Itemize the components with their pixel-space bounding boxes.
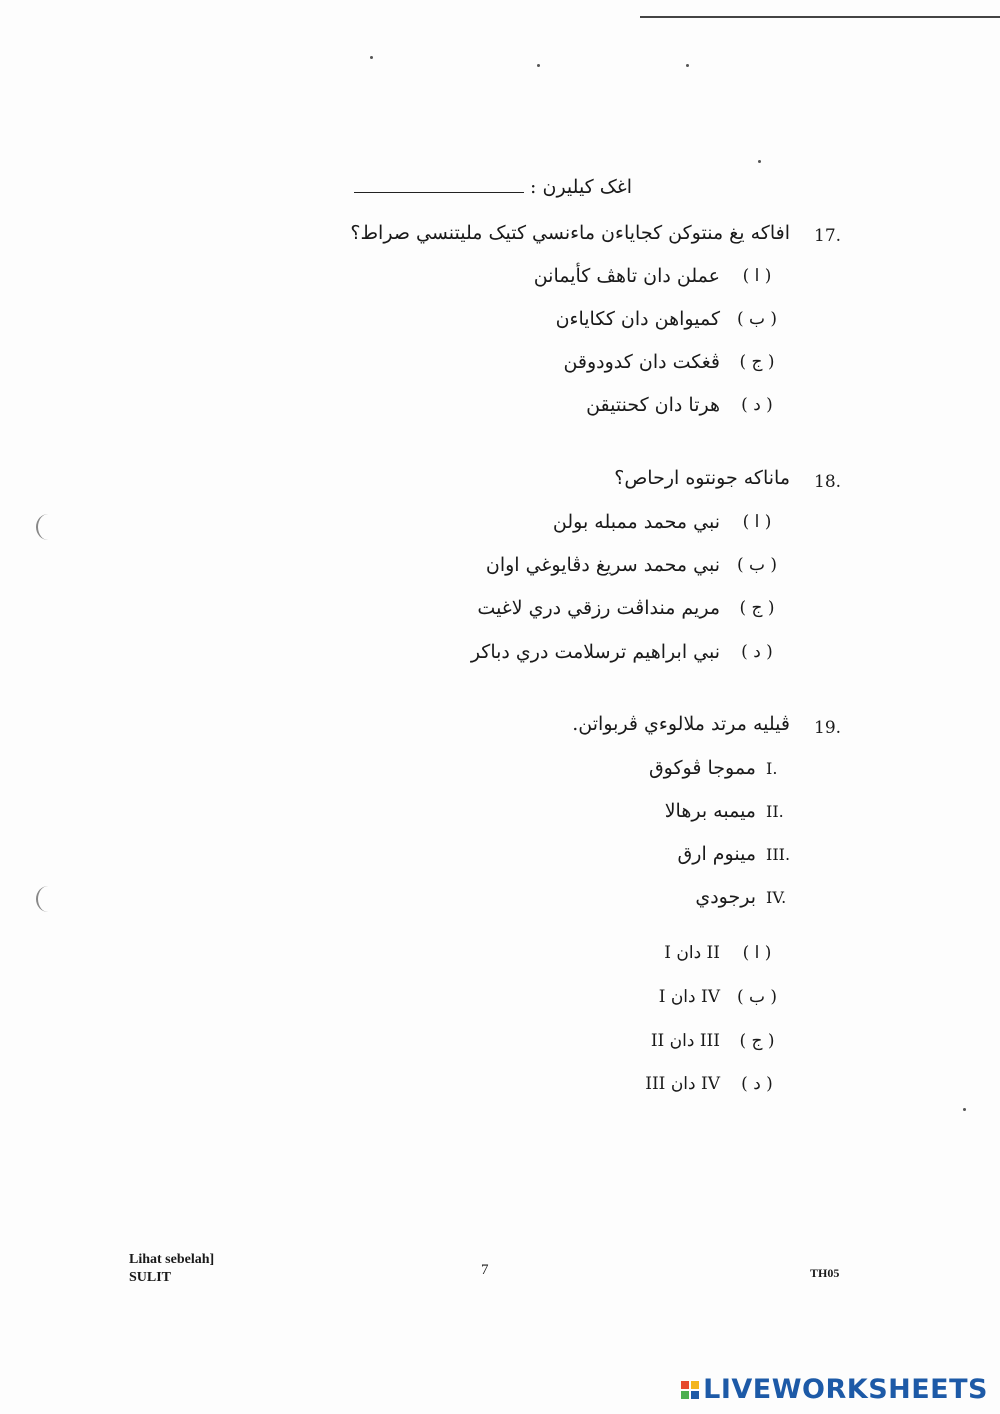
question-19-statement-1 xyxy=(649,757,800,779)
scan-dot xyxy=(963,1108,966,1111)
option-text: عملن دان تاهڤ کأيمانن xyxy=(533,265,720,287)
option-text: کميواهن دان ککاياءن xyxy=(555,308,720,330)
question-19-statement-4 xyxy=(695,886,800,908)
statement-text: ميمبه برهالا xyxy=(664,800,756,822)
paper-code: TH05 xyxy=(810,1266,840,1280)
question-18-text: ماناکه جونتوه ارحاص؟ xyxy=(614,467,790,489)
scan-dot xyxy=(758,160,761,163)
question-18-option-a[interactable] xyxy=(553,511,784,533)
footer-confidential: SULIT xyxy=(129,1270,172,1285)
question-19-statement-2 xyxy=(665,800,800,822)
option-label: ( ب ) xyxy=(736,309,778,329)
option-text: I دان IV xyxy=(658,987,720,1007)
question-17-option-b[interactable] xyxy=(556,308,784,330)
option-text: هرتا دان کحنتيقن xyxy=(586,394,720,416)
scan-dot xyxy=(686,64,689,67)
page-number: 7 xyxy=(481,1262,489,1278)
option-text: نبي محمد ممبله بولن xyxy=(552,511,720,533)
binder-hole-mark xyxy=(36,514,60,540)
statement-text: برجودي xyxy=(695,886,756,908)
option-text: ڤغکت دان کدودوقن xyxy=(563,351,720,373)
question-19-number: 19. xyxy=(814,718,842,738)
question-18-option-d[interactable] xyxy=(471,641,784,663)
question-17-option-d[interactable] xyxy=(586,394,784,416)
option-label: ( د ) xyxy=(741,1074,773,1094)
name-blank-line[interactable] xyxy=(354,178,524,193)
binder-hole-mark xyxy=(36,886,60,912)
option-text: نبي محمد سريغ دڤايوغي اوان xyxy=(485,554,720,576)
liveworksheets-watermark xyxy=(681,1374,988,1405)
name-field xyxy=(354,176,632,198)
statement-text: مينوم ارق xyxy=(677,843,756,865)
option-label: ( ا ) xyxy=(742,943,772,963)
option-label: ( ا ) xyxy=(742,266,772,286)
option-text: مريم منداڤت رزقي دري لاغيت xyxy=(477,597,720,619)
roman-numeral: IV. xyxy=(766,887,787,907)
option-text: I دان II xyxy=(664,943,720,963)
question-17-option-c[interactable] xyxy=(563,351,784,373)
footer-turn-page: Lihat sebelah] xyxy=(129,1252,215,1267)
question-19-option-b[interactable] xyxy=(659,987,784,1007)
roman-numeral: III. xyxy=(766,844,791,864)
option-label: ( ا ) xyxy=(742,512,772,532)
option-text: نبي ابراهيم ترسلامت دري دباکر xyxy=(470,641,720,663)
option-text: II دان III xyxy=(650,1031,720,1051)
question-18-option-b[interactable] xyxy=(486,554,784,576)
question-19-statement-3 xyxy=(678,843,800,865)
statement-text: مموجا ڤوکوق xyxy=(648,757,756,779)
question-17-number: 17. xyxy=(814,226,842,246)
option-label: ( ب ) xyxy=(736,987,778,1007)
name-label: اغک کيليرن : xyxy=(530,176,632,198)
option-label: ( ج ) xyxy=(739,1031,775,1051)
question-17-text: افاکه يغ منتوکن کجاياءن ماءنسي کتيک مليتنسي صراط؟ xyxy=(350,222,790,244)
question-18-number: 18. xyxy=(814,472,842,492)
question-17-option-a[interactable] xyxy=(534,265,784,287)
option-label: ( ج ) xyxy=(739,598,775,618)
question-19-option-c[interactable] xyxy=(651,1031,784,1051)
option-text: III دان IV xyxy=(645,1074,720,1094)
question-19-option-a[interactable] xyxy=(664,943,784,963)
question-19-text: ڤيليه مرتد ملالوءي ڤربواتن. xyxy=(572,713,790,735)
scan-dot xyxy=(537,64,540,67)
roman-numeral: I. xyxy=(766,758,778,778)
scan-edge-line xyxy=(640,16,1000,18)
scan-dot xyxy=(370,56,373,59)
option-label: ( د ) xyxy=(741,642,773,662)
option-label: ( ب ) xyxy=(736,555,778,575)
watermark-text: LIVEWORKSHEETS xyxy=(703,1374,988,1405)
option-label: ( ج ) xyxy=(739,352,775,372)
roman-numeral: II. xyxy=(766,801,784,821)
question-19-option-d[interactable] xyxy=(645,1074,784,1094)
option-label: ( د ) xyxy=(741,395,773,415)
question-18-option-c[interactable] xyxy=(477,597,784,619)
liveworksheets-logo-icon xyxy=(681,1381,699,1399)
